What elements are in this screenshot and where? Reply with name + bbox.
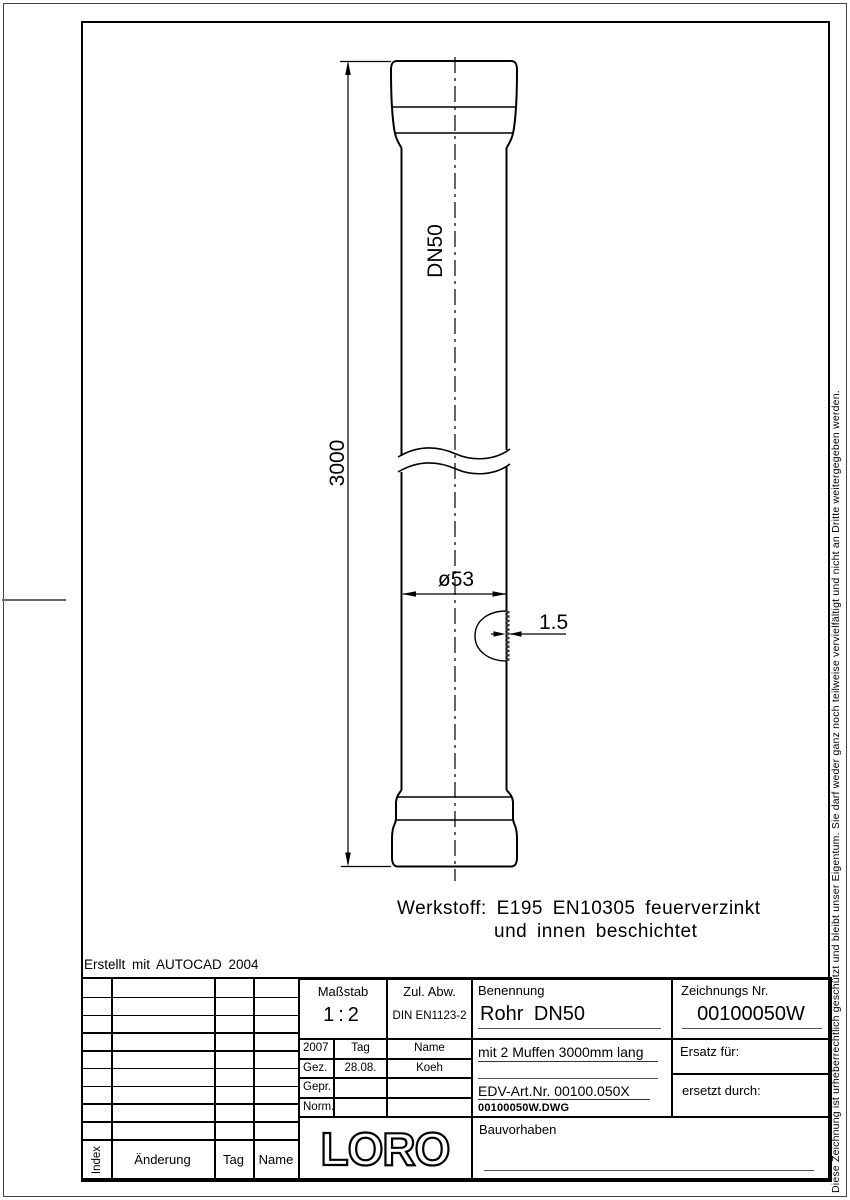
description-empty-underline	[478, 1078, 658, 1079]
dim-nominal-label: DN50	[424, 224, 447, 278]
revision-header-tag: Tag	[223, 1152, 244, 1167]
approval-cell-norm	[299, 1098, 334, 1118]
description-file: 00100050W.DWG	[478, 1102, 570, 1114]
ersatz-fuer-label: Ersatz für:	[680, 1044, 740, 1059]
revision-col-line	[111, 979, 113, 1180]
revision-row-line	[83, 1068, 299, 1070]
revision-header-name: Name	[258, 1152, 294, 1167]
dim-wall-label: 1.5	[539, 611, 569, 634]
benennung-label: Benennung	[478, 983, 545, 998]
approval-cell-gez-name	[387, 1059, 472, 1079]
approval-tag-header: Tag	[351, 1042, 370, 1054]
title-block	[81, 977, 832, 1182]
approval-cell-gez-tag	[334, 1059, 387, 1079]
approval-cell-gepr-name	[387, 1078, 472, 1098]
pipe-break-lines	[398, 448, 510, 474]
approval-cell-name-header	[387, 1039, 472, 1059]
scale-cell	[299, 979, 387, 1039]
revision-col-line	[253, 979, 255, 1180]
approval-cell-tag-header	[334, 1039, 387, 1059]
copyright-note: Diese Zeichnung ist urheberrechtlich geschützt und bleibt unser Eigentum. Sie darf weder ganz noch teilweise vervielfältigt und nicht an Dritte weitergegeben werden.	[830, 390, 842, 1193]
description-line3: EDV-Art.Nr. 00100.050X	[478, 1083, 630, 1099]
approval-cell-year	[299, 1039, 334, 1059]
bauvorhaben-cell	[472, 1117, 830, 1180]
benennung-underline	[478, 1028, 661, 1029]
dim-length-label: 3000	[326, 439, 349, 487]
zeichnungs-nr-cell	[672, 979, 830, 1039]
approval-cell-gepr-tag	[334, 1078, 387, 1098]
revision-grid	[83, 979, 299, 1180]
zeichnungs-nr-value: 00100050W	[697, 1003, 805, 1025]
bauvorhaben-underline	[484, 1170, 814, 1171]
approval-gez-name: Koeh	[416, 1061, 443, 1074]
approval-gepr-label: Gepr.	[303, 1081, 332, 1093]
autocad-note: Erstellt mit AUTOCAD 2004	[84, 957, 259, 972]
zeichnungs-nr-underline	[682, 1028, 822, 1029]
approval-cell-norm-tag	[334, 1098, 387, 1118]
description-line2-underline	[478, 1061, 658, 1062]
material-note-line2: und innen beschichtet	[494, 921, 698, 942]
approval-norm-label: Norm.	[303, 1100, 335, 1113]
material-note-line1: Werkstoff: E195 EN10305 feuerverzinkt	[397, 898, 761, 919]
ersatz-fuer-cell	[672, 1039, 830, 1074]
approval-year: 2007	[303, 1042, 329, 1054]
approval-cell-gepr	[299, 1078, 334, 1098]
pipe-top-socket	[391, 61, 517, 148]
description-cell	[472, 1039, 672, 1117]
revision-header-change: Änderung	[134, 1152, 191, 1167]
dimension-diameter	[402, 568, 507, 597]
description-line2: mit 2 Muffen 3000mm lang	[478, 1044, 644, 1060]
bauvorhaben-label: Bauvorhaben	[479, 1122, 557, 1137]
revision-row-line	[83, 1103, 299, 1105]
revision-row-line	[83, 997, 299, 999]
revision-header-index-label: Index	[91, 1145, 104, 1174]
description-line3-underline	[478, 1099, 650, 1100]
loro-logo-text: LORO	[320, 1122, 450, 1175]
zeichnungs-nr-label: Zeichnungs Nr.	[681, 983, 769, 998]
revision-header-index	[83, 1139, 111, 1180]
benennung-value: Rohr DN50	[480, 1003, 586, 1025]
ersetzt-durch-label: ersetzt durch:	[682, 1083, 761, 1098]
approval-gez-date: 28.08.	[344, 1061, 377, 1074]
revision-row-line	[83, 1086, 299, 1088]
revision-row-line	[83, 1015, 299, 1017]
revision-row-line	[83, 1032, 299, 1034]
scale-label: Maßstab	[317, 984, 369, 999]
dim-diameter-label: ø53	[437, 568, 475, 591]
wall-thickness-detail	[475, 611, 568, 661]
revision-row-line	[83, 1050, 299, 1052]
revision-col-line	[214, 979, 216, 1180]
ersetzt-durch-cell	[672, 1074, 830, 1117]
approval-gez-label: Gez.	[303, 1061, 328, 1074]
loro-logo	[303, 1121, 468, 1177]
logo-box	[299, 1117, 472, 1180]
approval-cell-norm-name	[387, 1098, 472, 1118]
approval-name-header: Name	[414, 1042, 445, 1054]
dimension-length	[326, 61, 391, 867]
approval-cell-gez	[299, 1059, 334, 1079]
tolerance-cell	[387, 979, 472, 1039]
tolerance-value: DIN EN1123-2	[392, 1010, 467, 1022]
tolerance-label: Zul. Abw.	[403, 984, 456, 999]
revision-row-line	[83, 1139, 299, 1141]
benennung-cell	[472, 979, 672, 1039]
scale-value: 1:2	[323, 1004, 363, 1026]
revision-row-line	[83, 1121, 299, 1123]
